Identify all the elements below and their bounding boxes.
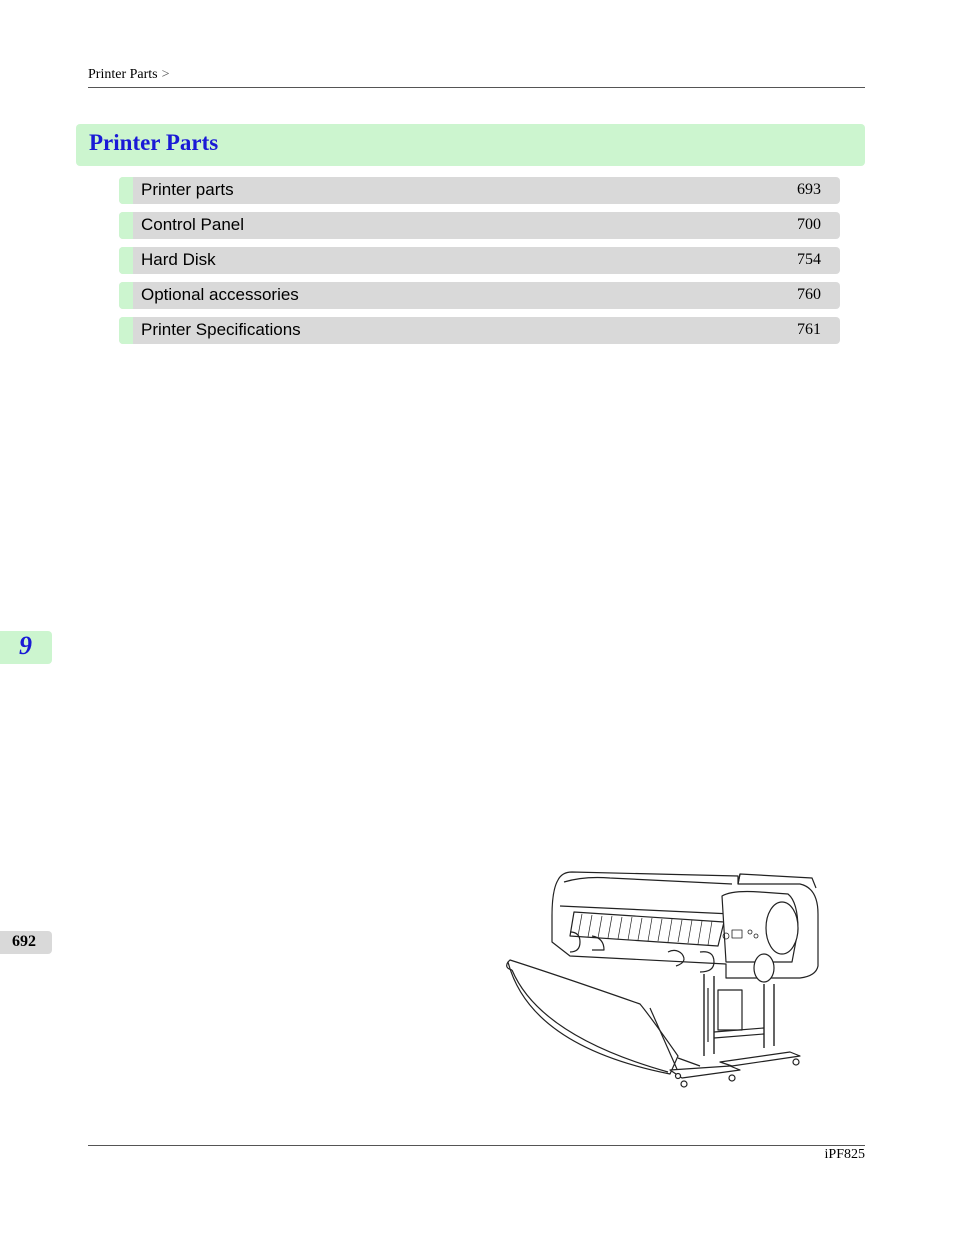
toc-item-label[interactable]: Hard Disk [141,250,216,269]
toc-item-tab [119,212,133,239]
toc-item-label[interactable]: Optional accessories [141,285,299,304]
toc-item-page[interactable]: 760 [797,286,821,303]
toc-item-hard-disk[interactable] [119,247,840,274]
toc-item-tab [119,317,133,344]
toc-item-page[interactable]: 761 [797,321,821,338]
toc-item-page[interactable]: 754 [797,251,821,268]
footer-model-name: iPF825 [824,1147,865,1162]
toc-item-page[interactable]: 700 [797,216,821,233]
toc-item-printer-parts[interactable] [119,177,840,204]
chapter-number: 9 [19,631,32,660]
breadcrumb[interactable] [88,67,170,83]
section-title: Printer Parts [89,130,219,155]
toc-item-label[interactable]: Printer parts [141,180,234,199]
footer-rule [88,1145,865,1146]
section-header [76,124,865,166]
table-of-contents [119,177,840,352]
breadcrumb-link[interactable]: Printer Parts [88,67,158,82]
large-format-printer-icon [500,866,830,1096]
toc-item-label[interactable]: Control Panel [141,215,245,234]
toc-item-printer-specifications[interactable] [119,317,840,344]
toc-item-page[interactable]: 693 [797,181,821,198]
page-number: 692 [12,933,36,950]
toc-item-label[interactable]: Printer Specifications [141,320,301,339]
toc-item-optional-accessories[interactable] [119,282,840,309]
toc-item-tab [119,247,133,274]
breadcrumb-separator: > [161,67,170,82]
toc-item-tab [119,177,133,204]
chapter-tab [0,631,52,664]
toc-item-control-panel[interactable] [119,212,840,239]
header-rule [88,87,865,88]
toc-item-tab [119,282,133,309]
page-number-tab [0,931,52,954]
